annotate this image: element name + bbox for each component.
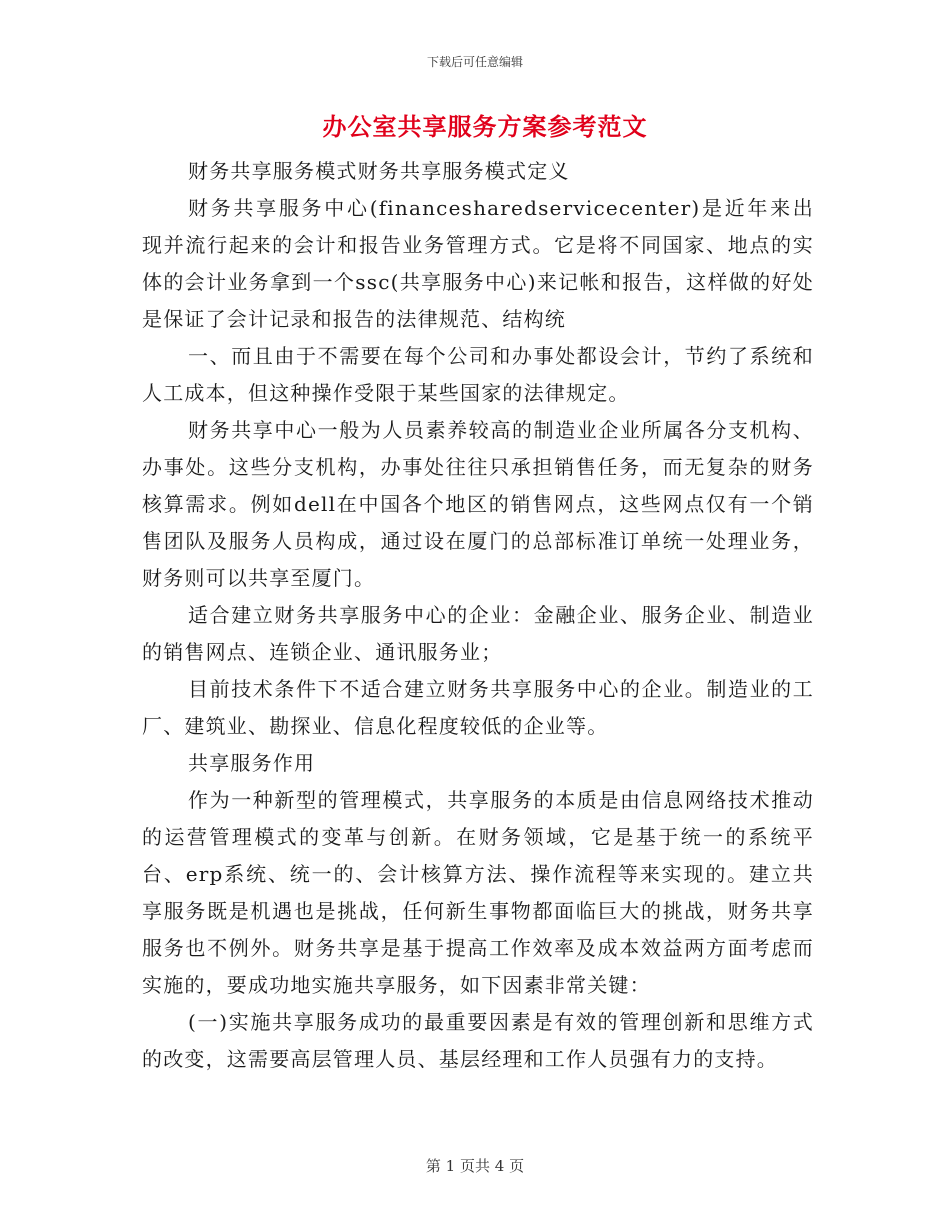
document-body [142,153,814,1078]
header-note: 下载后可任意编辑 [426,55,523,69]
paragraph-subtitle: 财务共享服务模式财务共享服务模式定义 [188,159,570,183]
paragraph-role: 作为一种新型的管理模式，共享服务的本质是由信息网络技术推动的运营管理模式的变革与创新。在财务领域，它是基于统一的系统平台、erp系统、统一的、会计核算方法、操作流程等来实现的。建立共享服务既是机遇也是挑战，任何新生事物都面临巨大的挑战，财务共享服务也不例外。财务共享是基于提高工作效率及成本效益两方面考虑而实施的，要成功地实施共享服务，如下因素非常关键： [142,788,814,997]
paragraph-definition: 财务共享服务中心(financesharedservicecenter)是近年来出现并流行起来的会计和报告业务管理方式。它是将不同国家、地点的实体的会计业务拿到一个ssc(共享服务中心)来记帐和报告，这样做的好处是保证了会计记录和报告的法律规范、结构统 [142,196,814,331]
paragraph-point-one: 一、而且由于不需要在每个公司和办事处都设会计，节约了系统和人工成本，但这种操作受限于某些国家的法律规定。 [142,344,814,405]
paragraph-section-heading: 共享服务作用 [188,751,316,775]
page-number: 第 1 页共 4 页 [425,1157,525,1175]
paragraph-suitable-enterprises: 适合建立财务共享服务中心的企业：金融企业、服务企业、制造业的销售网点、连锁企业、通讯服务业； [142,603,814,664]
paragraph-unsuitable-enterprises: 目前技术条件下不适合建立财务共享服务中心的企业。制造业的工厂、建筑业、勘探业、信息化程度较低的企业等。 [142,677,814,738]
document-title: 办公室共享服务方案参考范文 [322,112,648,141]
paragraph-applicable-units: 财务共享中心一般为人员素养较高的制造业企业所属各分支机构、办事处。这些分支机构，办事处往往只承担销售任务，而无复杂的财务核算需求。例如dell在中国各个地区的销售网点，这些网点仅有一个销售团队及服务人员构成，通过设在厦门的总部标准订单统一处理业务，财务则可以共享至厦门。 [142,418,814,590]
paragraph-key-factor-one: (一)实施共享服务成功的最重要因素是有效的管理创新和思维方式的改变，这需要高层管理人员、基层经理和工作人员强有力的支持。 [142,1010,814,1071]
